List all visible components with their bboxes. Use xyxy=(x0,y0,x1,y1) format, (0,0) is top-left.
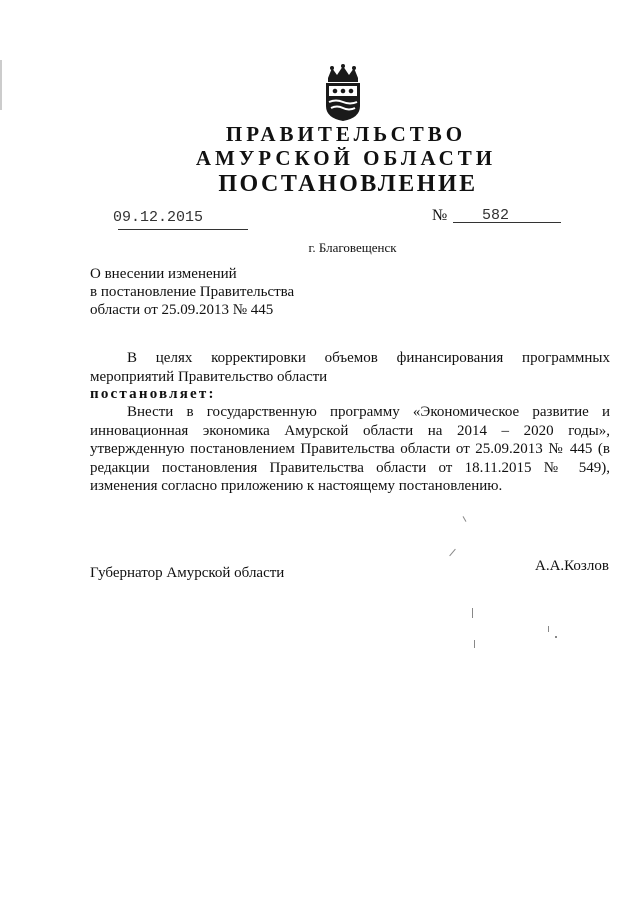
document-subject xyxy=(90,265,350,319)
organization-name-line1: ПРАВИТЕЛЬСТВО xyxy=(225,122,467,146)
preamble-line: В целях корректировки объемов финансирования программных xyxy=(127,350,610,366)
subject-line: О внесении изменений xyxy=(90,266,237,282)
document-type-title: ПОСТАНОВЛЕНИЕ xyxy=(218,171,478,197)
scan-mark xyxy=(472,608,473,618)
number-sign: № xyxy=(432,207,448,224)
number-underline xyxy=(453,222,561,223)
preamble-line: мероприятий Правительство области xyxy=(90,368,328,385)
decision-line: утвержденную постановлением Правительства области от 25.09.2013 № 445 (в xyxy=(90,441,610,457)
date-underline xyxy=(118,229,248,230)
decision-line: изменения согласно приложению к настоящему постановлению. xyxy=(90,478,503,494)
scan-mark xyxy=(463,516,467,522)
decision-line: редакции постановления Правительства области от 18.11.2015 № 549), xyxy=(90,459,610,476)
scan-mark xyxy=(0,60,2,110)
scan-mark xyxy=(474,640,475,648)
city-name: г. Благовещенск xyxy=(308,240,397,255)
scan-mark xyxy=(548,626,549,632)
document-date: 09.12.2015 xyxy=(113,209,204,226)
organization-name-line2: АМУРСКОЙ ОБЛАСТИ xyxy=(195,146,497,170)
subject-line: в постановление Правительства xyxy=(90,284,295,300)
scan-mark xyxy=(449,549,456,557)
subject-line: области от 25.09.2013 № 445 xyxy=(90,302,274,318)
amur-coat-of-arms-icon xyxy=(322,64,364,122)
signatory-title: Губернатор Амурской области xyxy=(90,565,285,581)
decision-paragraph xyxy=(90,403,610,496)
decree-word: постановляет: xyxy=(90,386,216,402)
scan-mark xyxy=(555,636,557,638)
decision-line: Внести в государственную программу «Экономическое развитие и xyxy=(127,404,610,420)
preamble-paragraph xyxy=(90,349,610,386)
document-number: 582 xyxy=(482,207,510,224)
decision-line: инновационная экономика Амурской области на 2014 – 2020 годы», xyxy=(90,422,610,439)
signatory-name: А.А.Козлов xyxy=(535,558,609,574)
